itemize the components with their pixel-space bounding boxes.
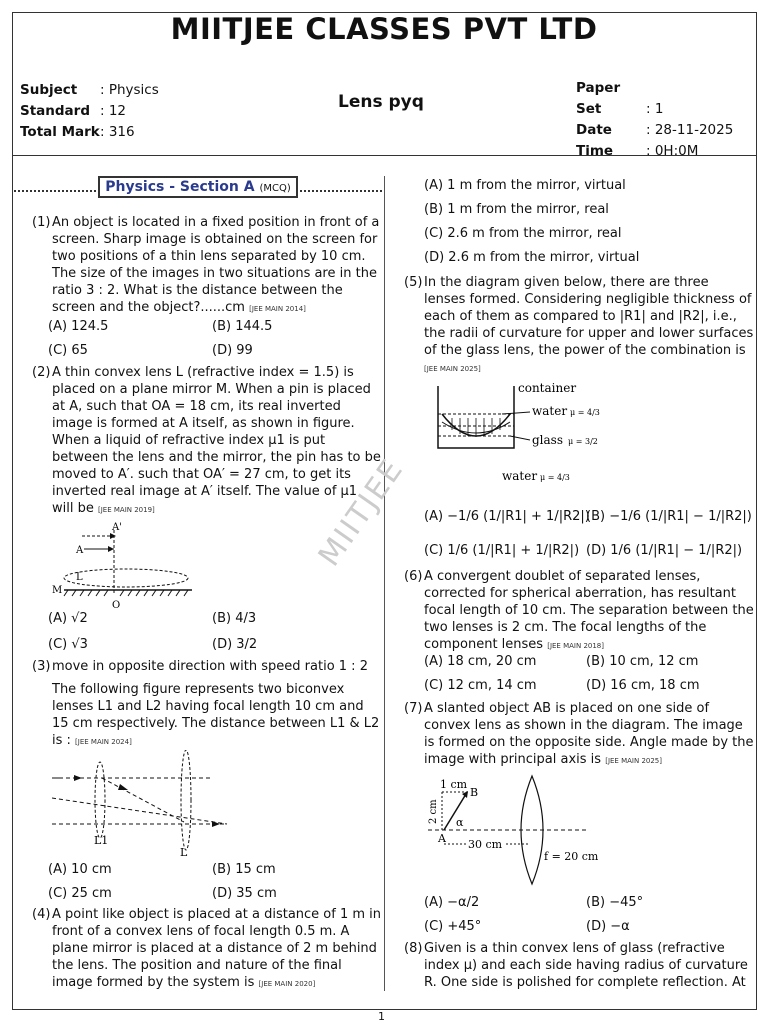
fig-label-o: O bbox=[112, 600, 121, 611]
question-7 bbox=[404, 700, 756, 770]
question-text: An object is located in a fixed position in front of a screen. Sharp image is obtained on the screen for two positions of a thin lens separated by 10 cm. The size of the images in two situations are in the ratio 3 : 2. What is the distance between the screen and the object?......cm bbox=[52, 215, 380, 315]
institute-title: MIITJEE CLASSES PVT LTD bbox=[170, 12, 598, 46]
option-c[interactable]: (C) 12 cm, 14 cm bbox=[424, 678, 537, 693]
fig-label-l: L bbox=[180, 846, 188, 858]
option-b[interactable]: (B) 10 cm, 12 cm bbox=[586, 654, 699, 669]
question-number: (6) bbox=[404, 569, 423, 584]
question-4 bbox=[32, 906, 382, 993]
fig-label-water-top: water bbox=[532, 404, 568, 418]
exam-tag: [JEE MAIN 2018] bbox=[547, 642, 604, 650]
option-a[interactable]: (A) √2 bbox=[48, 611, 88, 626]
section-box bbox=[98, 176, 298, 198]
total-mark-label: Total Mark bbox=[20, 124, 100, 140]
fig-label-container: container bbox=[518, 381, 577, 395]
question-number: (3) bbox=[32, 659, 51, 674]
option-b[interactable]: (B) −1/6 (1/|R1| − 1/|R2|) bbox=[586, 509, 752, 524]
option-d[interactable]: (D) 2.6 m from the mirror, virtual bbox=[424, 250, 640, 265]
question-3 bbox=[32, 658, 382, 751]
question-5 bbox=[404, 274, 754, 378]
page-number: 1 bbox=[378, 1010, 385, 1023]
option-d[interactable]: (D) 3/2 bbox=[212, 637, 258, 652]
question-number: (5) bbox=[404, 275, 423, 290]
fig-label-2cm: 2 cm bbox=[428, 799, 439, 824]
question-number: (7) bbox=[404, 701, 423, 716]
option-b[interactable]: (B) −45° bbox=[586, 895, 644, 910]
subject-label: Subject bbox=[20, 82, 78, 98]
option-a[interactable]: (A) −1/6 (1/|R1| + 1/|R2|) bbox=[424, 509, 590, 524]
question-text: A thin convex lens L (refractive index = 1.5) is placed on a plane mirror M. When a pin is placed at A, such that OA = 18 cm, its real inverted image is formed at A itself, as shown in figure. When a liquid of refractive index μ1 is put between the lens and the mirror, the pin has to be moved to A′. such that OA′ = 27 cm, to get its inverted real image at A′ itself. The value of μ1 will be bbox=[52, 365, 381, 516]
option-d[interactable]: (D) 35 cm bbox=[212, 886, 277, 901]
option-a[interactable]: (A) 124.5 bbox=[48, 319, 109, 334]
question-number: (4) bbox=[32, 907, 51, 922]
time-label: Time bbox=[576, 143, 614, 159]
section-title: Physics - Section A bbox=[105, 179, 255, 195]
fig-label-l: L bbox=[76, 572, 83, 583]
fig-label-m: M bbox=[52, 585, 63, 596]
option-b[interactable]: (B) 15 cm bbox=[212, 862, 276, 877]
dot-leader-left bbox=[14, 182, 96, 192]
fig-label-1cm: 1 cm bbox=[440, 778, 468, 791]
option-c[interactable]: (C) 2.6 m from the mirror, real bbox=[424, 226, 622, 241]
option-c[interactable]: (C) 25 cm bbox=[48, 886, 112, 901]
fig-label-a-prime: A' bbox=[112, 522, 122, 533]
subject-value: : Physics bbox=[100, 82, 159, 98]
question-text: A point like object is placed at a distance of 1 m in front of a convex lens of focal length 0.5 m. A plane mirror is placed at a distance of 2 m behind the lens. The position and nature of the final image formed by the system is bbox=[52, 907, 382, 990]
fig-label-a: A bbox=[438, 832, 446, 845]
container-lens-figure bbox=[430, 378, 620, 496]
exam-tag: [JEE MAIN 2025] bbox=[605, 757, 662, 765]
exam-tag: [JEE MAIN 2024] bbox=[75, 738, 132, 746]
total-mark-value: : 316 bbox=[100, 124, 135, 140]
option-d[interactable]: (D) 1/6 (1/|R1| − 1/|R2|) bbox=[586, 543, 743, 558]
fig-label-glass: glass bbox=[532, 433, 563, 447]
option-d[interactable]: (D) 99 bbox=[212, 343, 253, 358]
question-8 bbox=[404, 940, 756, 991]
header-divider bbox=[12, 155, 757, 156]
fig-label-30cm: 30 cm bbox=[468, 838, 503, 851]
slanted-object-figure bbox=[428, 774, 618, 886]
question-6 bbox=[404, 568, 756, 655]
fig-mu-glass: μ = 3/2 bbox=[568, 437, 598, 446]
option-a[interactable]: (A) 10 cm bbox=[48, 862, 112, 877]
question-text: A convergent doublet of separated lenses, corrected for spherical aberration, has resultant focal length of 10 cm. The separation between the two lenses is 2 cm. The focal lengths of the component lenses bbox=[424, 569, 754, 652]
paper-title: Lens pyq bbox=[338, 92, 424, 112]
question-2 bbox=[32, 364, 382, 519]
date-value: : 28-11-2025 bbox=[646, 122, 734, 138]
fig-label-l1: L1 bbox=[94, 834, 109, 847]
exam-tag: [JEE MAIN 2019] bbox=[98, 506, 155, 514]
option-a[interactable]: (A) 1 m from the mirror, virtual bbox=[424, 178, 626, 193]
exam-tag: [JEE MAIN 2025] bbox=[424, 365, 481, 373]
option-d[interactable]: (D) 16 cm, 18 cm bbox=[586, 678, 700, 693]
fig-mu-top: μ = 4/3 bbox=[570, 408, 600, 417]
question-1 bbox=[32, 214, 382, 318]
option-a[interactable]: (A) −α/2 bbox=[424, 895, 480, 910]
meta-right bbox=[576, 78, 733, 162]
standard-value: : 12 bbox=[100, 103, 127, 119]
question-number: (8) bbox=[404, 941, 423, 956]
section-heading bbox=[14, 176, 382, 198]
question-text: Given is a thin convex lens of glass (refractive index μ) and each side having radius of curvature R. One side is polished for complete reflection. At bbox=[424, 941, 748, 990]
option-b[interactable]: (B) 1 m from the mirror, real bbox=[424, 202, 609, 217]
two-lens-figure bbox=[52, 750, 232, 858]
exam-tag: [JEE MAIN 2014] bbox=[249, 305, 306, 313]
option-d[interactable]: (D) −α bbox=[586, 919, 630, 934]
option-b[interactable]: (B) 144.5 bbox=[212, 319, 273, 334]
date-label: Date bbox=[576, 122, 612, 138]
question-text: A slanted object AB is placed on one side of convex lens as shown in the diagram. The image is formed on the opposite side. Angle made by the image with principal axis is bbox=[424, 701, 754, 767]
option-c[interactable]: (C) √3 bbox=[48, 637, 88, 652]
fig-label-a: A bbox=[76, 545, 84, 556]
question-pretext: move in opposite direction with speed ratio 1 : 2 bbox=[52, 659, 368, 674]
option-a[interactable]: (A) 18 cm, 20 cm bbox=[424, 654, 537, 669]
fig-label-focal: f = 20 cm bbox=[544, 850, 599, 863]
option-c[interactable]: (C) +45° bbox=[424, 919, 482, 934]
option-c[interactable]: (C) 65 bbox=[48, 343, 88, 358]
watermark: MIITJEE bbox=[311, 452, 411, 573]
lens-mirror-figure bbox=[52, 520, 202, 612]
exam-tag: [JEE MAIN 2020] bbox=[258, 980, 316, 988]
paper-set-label: Paper Set bbox=[576, 80, 621, 117]
fig-label-b: B bbox=[470, 786, 479, 799]
standard-label: Standard bbox=[20, 103, 90, 119]
question-number: (2) bbox=[32, 365, 51, 380]
time-value: : 0H:0M bbox=[646, 143, 699, 159]
question-text: In the diagram given below, there are three lenses formed. Considering negligible thickness of each of them as compared to |R1| and |R2|, i.e., the radii of curvature for upper and lower surfaces of the glass lens, the power of the combination is bbox=[424, 275, 754, 358]
dot-leader-right bbox=[300, 182, 382, 192]
option-b[interactable]: (B) 4/3 bbox=[212, 611, 257, 626]
column-divider bbox=[384, 176, 385, 991]
paper-set-value: : 1 bbox=[646, 101, 664, 117]
fig-mu-bottom: μ = 4/3 bbox=[540, 473, 570, 482]
fig-label-water-bottom: water bbox=[502, 469, 538, 483]
question-text: The following figure represents two biconvex lenses L1 and L2 having focal length 10 cm and 15 cm respectively. The distance between L1 & L2 is : bbox=[52, 682, 380, 748]
question-number: (1) bbox=[32, 215, 51, 230]
meta-left bbox=[20, 80, 159, 143]
section-type: (MCQ) bbox=[259, 183, 291, 194]
fig-label-alpha: α bbox=[456, 816, 464, 829]
option-c[interactable]: (C) 1/6 (1/|R1| + 1/|R2|) bbox=[424, 543, 580, 558]
